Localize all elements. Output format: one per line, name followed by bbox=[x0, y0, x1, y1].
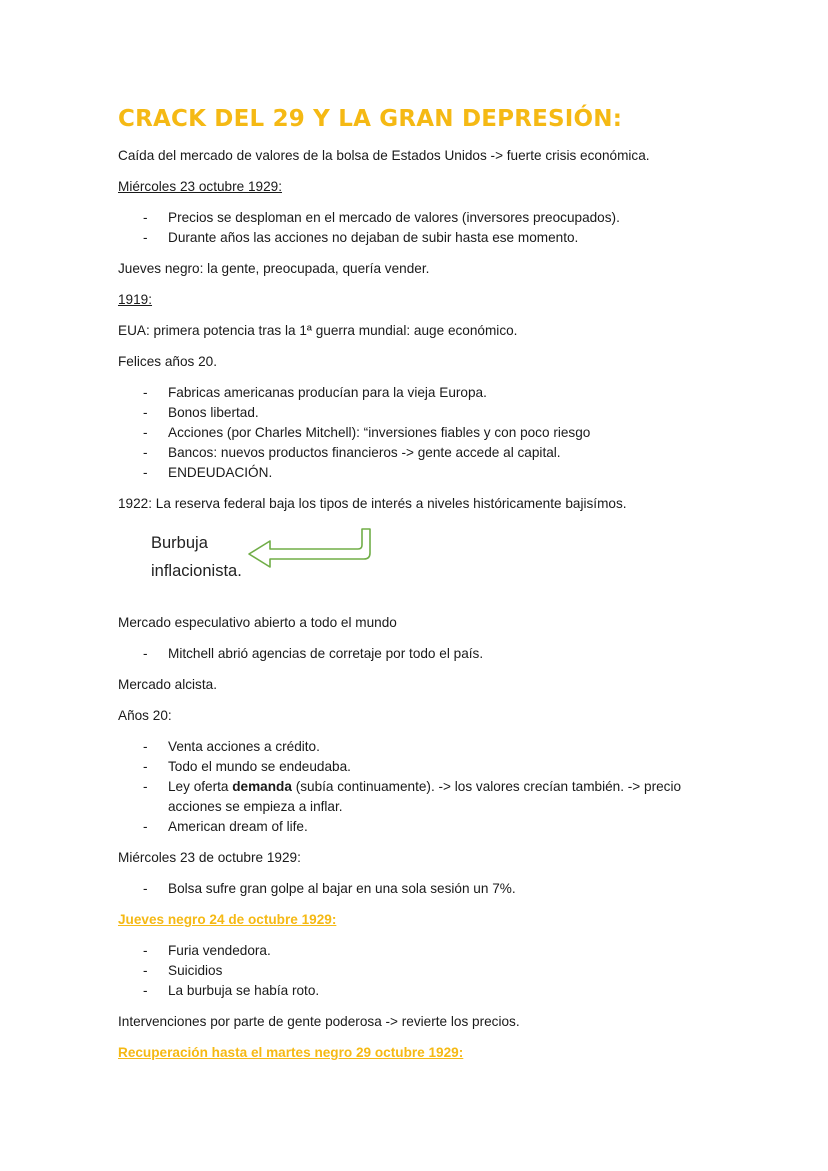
list-jueves-24 bbox=[118, 941, 718, 1001]
highlight-heading-recuperacion: Recuperación hasta el martes negro 29 octubre 1929: bbox=[118, 1045, 464, 1060]
list-item: - Bolsa sufre gran golpe al bajar en una sola sesión un 7%. bbox=[118, 879, 718, 899]
list-item: - La burbuja se había roto. bbox=[118, 981, 718, 1001]
bold-text: demanda bbox=[232, 779, 292, 794]
list-felices bbox=[118, 383, 718, 483]
section-heading-1919: 1919: bbox=[118, 292, 153, 307]
list-item: - Durante años las acciones no dejaban de subir hasta ese momento. bbox=[118, 228, 718, 248]
intro-text: Caída del mercado de valores de la bolsa de Estados Unidos -> fuerte crisis económica. bbox=[118, 148, 650, 163]
burbuja-label bbox=[151, 529, 242, 585]
list-item: - Acciones (por Charles Mitchell): “inversiones fiables y con poco riesgo bbox=[118, 423, 718, 443]
list-anos20 bbox=[118, 737, 718, 837]
burbuja-callout bbox=[118, 525, 718, 605]
list-item: - Furia vendedora. bbox=[118, 941, 718, 961]
list-text: Ley oferta bbox=[168, 779, 233, 794]
list-item: - ENDEUDACIÓN. bbox=[118, 463, 718, 483]
list-item: - Venta acciones a crédito. bbox=[118, 737, 718, 757]
paragraph-felices: Felices años 20. bbox=[118, 354, 217, 369]
paragraph-alcista: Mercado alcista. bbox=[118, 677, 217, 692]
page-title: CRACK DEL 29 Y LA GRAN DEPRESIÓN: bbox=[118, 106, 623, 132]
list-item: - Mitchell abrió agencias de corretaje por todo el país. bbox=[118, 644, 718, 664]
paragraph-eua: EUA: primera potencia tras la 1ª guerra mundial: auge económico. bbox=[118, 323, 518, 338]
list-item: - Todo el mundo se endeudaba. bbox=[118, 757, 718, 777]
paragraph-jueves-negro: Jueves negro: la gente, preocupada, quería vender. bbox=[118, 261, 430, 276]
list-item: - Precios se desploman en el mercado de valores (inversores preocupados). bbox=[118, 208, 718, 228]
burbuja-line-2: inflacionista. bbox=[151, 562, 242, 580]
highlight-heading-jueves-24: Jueves negro 24 de octubre 1929: bbox=[118, 912, 337, 927]
burbuja-line-1: Burbuja bbox=[151, 534, 208, 552]
paragraph-especulativo: Mercado especulativo abierto a todo el mundo bbox=[118, 615, 397, 630]
list-item: - Fabricas americanas producían para la vieja Europa. bbox=[118, 383, 718, 403]
list-miercoles bbox=[118, 208, 718, 248]
paragraph-1922: 1922: La reserva federal baja los tipos de interés a niveles históricamente bajisímos. bbox=[118, 496, 627, 511]
list-item: - Suicidios bbox=[118, 961, 718, 981]
list-item: - American dream of life. bbox=[118, 817, 718, 837]
paragraph-miercoles-23: Miércoles 23 de octubre 1929: bbox=[118, 850, 301, 865]
list-item: - Bancos: nuevos productos financieros -> gente accede al capital. bbox=[118, 443, 718, 463]
list-item: - Bonos libertad. bbox=[118, 403, 718, 423]
list-text: (subía continuamente). -> los valores crecían también. -> precio acciones se empieza a inflar. bbox=[168, 779, 682, 814]
document-content bbox=[118, 104, 718, 1074]
u-turn-arrow-icon bbox=[246, 527, 374, 571]
paragraph-anos20: Años 20: bbox=[118, 708, 172, 723]
section-heading-miercoles: Miércoles 23 octubre 1929: bbox=[118, 179, 282, 194]
list-especulativo bbox=[118, 644, 718, 664]
list-item bbox=[118, 777, 718, 817]
paragraph-intervenciones: Intervenciones por parte de gente poderosa -> revierte los precios. bbox=[118, 1014, 520, 1029]
list-miercoles-23 bbox=[118, 879, 718, 899]
